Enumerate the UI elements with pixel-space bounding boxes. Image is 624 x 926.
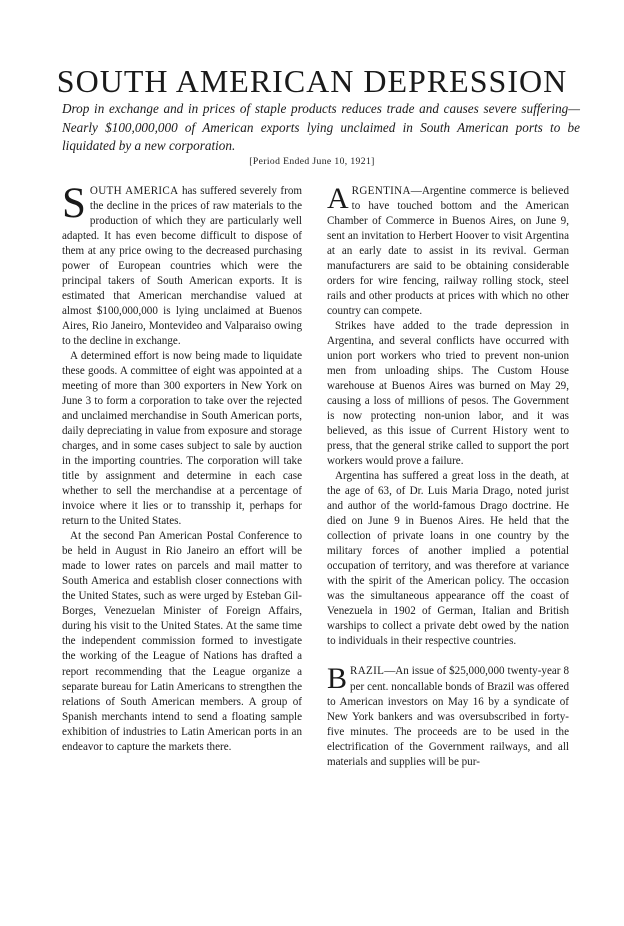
intro-small-caps: OUTH AMERICA (89, 185, 179, 197)
article-title: SOUTH AMERICAN DEPRESSION (56, 63, 568, 100)
drop-cap: S (62, 180, 86, 227)
argentina-strikes-text: Strikes have added to the trade depression in Argentina, and several conflicts have occurred with union port workers who tried to prevent non-union men from unloading ships. The Custom House warehouse at Buenos Aires was burned on May 29, causing a loss of millions of pesos. The Government is now protecting non-union labor, and it was believed, as this issue of (327, 320, 569, 438)
paragraph-brazil (327, 664, 569, 769)
article-deck: Drop in exchange and in prices of staple products reduces trade and causes severe suffering—Nearly $100,000,000 of American exports lying unclaimed in South American ports to be liquidated by a new corporation. (62, 101, 580, 153)
left-column (62, 180, 302, 755)
paragraph-argentina-strikes (327, 319, 569, 469)
drop-cap: A (327, 182, 349, 215)
section-heading-brazil: RAZIL (350, 665, 385, 678)
paragraph-intro (62, 180, 302, 349)
intro-text: has suffered severely from the decline in the prices of raw materials to the production of which they are particularly well adapted. It has even become difficult to dispose of them at any price owing to the decreased purchasing power of European countries which were the principal takers of South American exports. It is estimated that American merchandise valued at almost $100,000,000 is lying unclaimed at Buenos Aires, Rio Janeiro, Montevideo and Valparaiso owing to the decline in exchange. (62, 185, 302, 348)
section-heading-argentina: RGENTINA (351, 185, 411, 197)
paragraph-liquidation: A determined effort is now being made to liquidate these goods. A committee of eight was appointed at a meeting of more than 300 exporters in New York on June 3 to form a corporation to take over the rejected and unclaimed merchandise in South American ports, daily depreciating in value from exposure and storage charges, and in some cases subject to sale by auction in the importing countries. The corporation will take title by assignment and determine in each case whether to sell the merchandise at a percentage of invoice where it lies or to transship it, perhaps for return to the United States. (62, 350, 302, 528)
paragraph-postal-conference: At the second Pan American Postal Conference to be held in August in Rio Janeiro an effort will be made to lower rates on parcels and mail matter to South America and establish closer connections with the United States, such as were urged by Esteban Gil-Borges, Venezuelan Minister of Foreign Affairs, during his visit to the United States. At the same time the independent commission formed to investigate the working of the League of Nations has drafted a report recommending that the League organize a separate bureau for Latin Americans to strengthen the relations of South American members. A group of Spanish merchants intend to send a floating sample exhibition of industries to Latin American ports in an endeavor to capture the markets there. (62, 530, 302, 753)
publication-name: Current History (450, 425, 529, 438)
argentina-strikes-text-end: went to press, that the general strike called to support the port workers would prove a failure. (327, 425, 569, 468)
brazil-text: —An issue of $25,000,000 twenty-year 8 per cent. noncallable bonds of Brazil was offered to American investors on May 16 by a syndicate of New York bankers and was oversubscribed in forty-five minutes. The proceeds are to be used in the electrification of the Government railways, and all materials and supplies will be pur- (327, 665, 569, 768)
argentina-commerce-text: —Argentine commerce is believed to have touched bottom and the American Chamber of Commerce in Buenos Aires, on June 9, sent an invitation to Herbert Hoover to visit Argentina at an early date to assist in its revival. German manufacturers are said to be obtaining considerable orders for wire fencing, railway rolling stock, steel rails and other products at prices with which no other country can compete. (327, 185, 569, 318)
paragraph-argentina-commerce (327, 184, 569, 319)
right-column (327, 184, 569, 770)
paragraph-drago: Argentina has suffered a great loss in the death, at the age of 63, of Dr. Luis Maria Drago, noted jurist and author of the world-famous Drago doctrine. He died on June 9 in Buenos Aires. He held that the collection of private loans in one country by the military forces of another implied a potential occupation of territory, and was therefore at variance with the spirit of the American policy. The occasion was the simultaneous appearance off the coast of Venezuela in 1902 of German, Italian and British warships to collect a private debt owed by the nation to individuals in their respective countries. (327, 470, 569, 648)
period-line: [Period Ended June 10, 1921] (249, 156, 375, 167)
drop-cap: B (327, 662, 348, 696)
